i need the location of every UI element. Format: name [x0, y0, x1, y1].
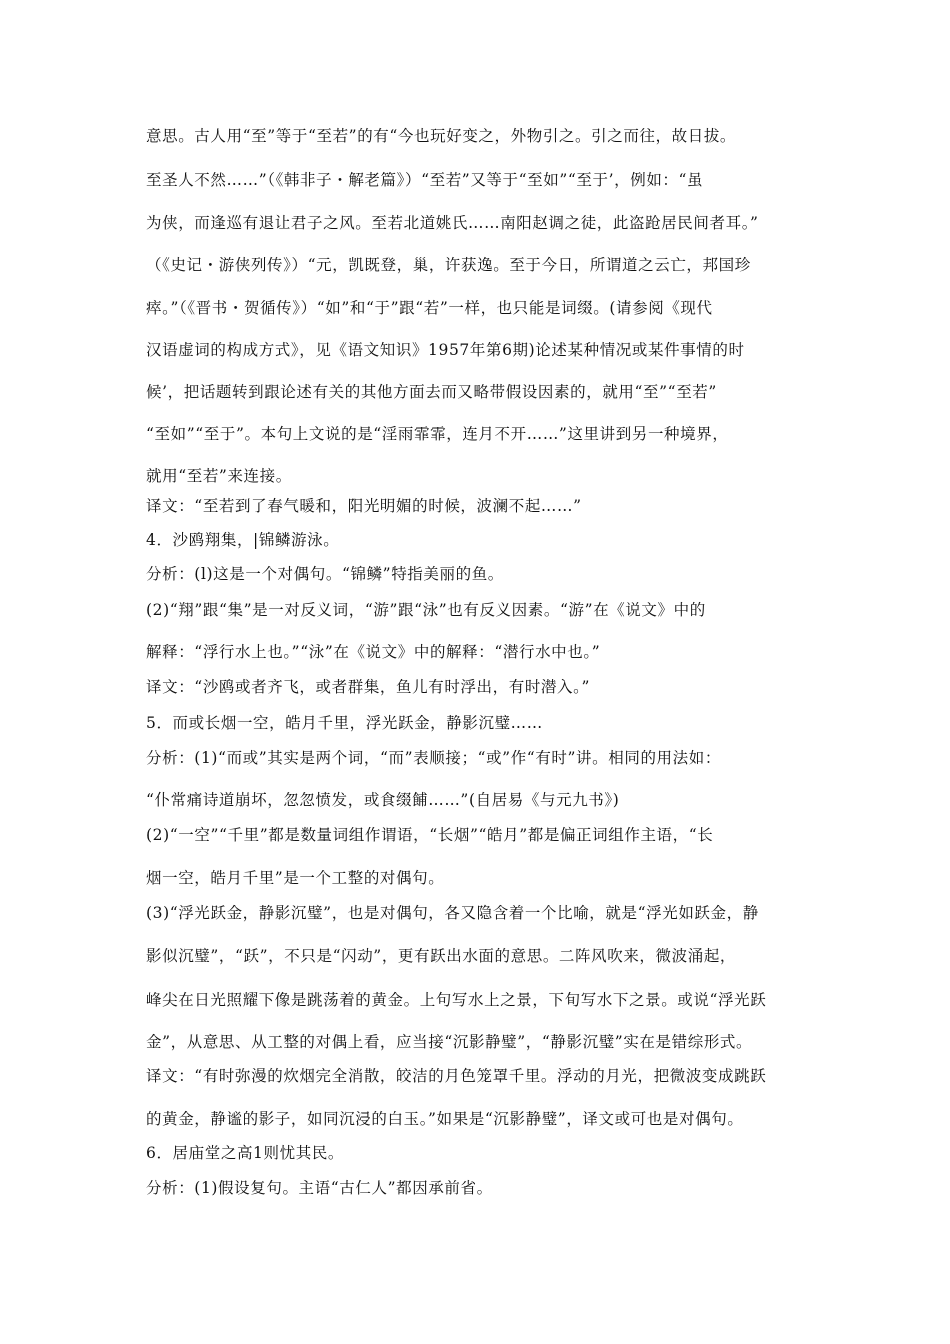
text-line: 意思。古人用“至”等于“至若”的有“今也玩好变之，外物引之。引之而往，故日拔。 — [146, 127, 737, 145]
text-line: （《史记・游侠列传》）“元，凯既登，巢，许获逸。至于今日，所谓道之云亡，邦国珍 — [146, 256, 751, 274]
text-line: 至圣人不然……”（《韩非子・解老篇》）“至若”又等于“至如”“至于’，例如：“虽 — [146, 171, 704, 189]
translation-line: 译文：“有时弥漫的炊烟完全消散，皎洁的月色笼罩千里。浮动的月光，把微波变成跳跃 — [146, 1067, 767, 1085]
text-line: 峰尖在日光照耀下像是跳荡着的黄金。上句写水上之景，下旬写水下之景。或说“浮光跃 — [146, 991, 767, 1009]
text-line: 为侠，而逢巡有退让君子之风。至若北道姚氏……南阳赵调之徒，此盗跄居民间者耳。” — [146, 214, 759, 232]
text-line: “仆常痛诗道崩坏，忽忽愤发，或食缀餔……”(自居易《与元九书》) — [146, 791, 620, 809]
text-line: 金”，从意思、从工整的对偶上看，应当接“沉影静璧”，“静影沉璧”实在是错综形式。 — [146, 1033, 753, 1051]
text-line: 候’，把话题转到跟论述有关的其他方面去而又略带假设因素的，就用“至”“至若” — [146, 383, 717, 401]
analysis-line: 分析：(l)这是一个对偶句。“锦鳞”特指美丽的鱼。 — [146, 565, 504, 583]
analysis-line: 分析：(1)假设复句。主语“古仁人”都因承前省。 — [146, 1179, 493, 1197]
section-heading: 4．沙鸥翔集，|锦鳞游泳。 — [146, 531, 340, 549]
text-line: (3)“浮光跃金，静影沉璧”，也是对偶句，各又隐含着一个比喻，就是“浮光如跃金，静 — [146, 904, 759, 922]
text-line: 的黄金，静谧的影子，如同沉浸的白玉。”如果是“沉影静璧”，译文或可也是对偶句。 — [146, 1110, 744, 1128]
analysis-line: 分析：(1)“而或”其实是两个词，“而”表顺接；“或”作“有时”讲。相同的用法如： — [146, 749, 721, 767]
text-line: “至如”“至于”。本句上文说的是“淫雨霏霏，连月不开……”这里讲到另一种境界， — [146, 425, 729, 443]
text-line: 烟一空，皓月千里”是一个工整的对偶句。 — [146, 869, 445, 887]
text-line: 影似沉璧”，“跃”，不只是“闪动”，更有跃出水面的意思。二阵风吹来，微波涌起， — [146, 947, 737, 965]
text-line: (2)“一空”“千里”都是数量词组作谓语，“长烟”“皓月”都是偏正词组作主语，“长 — [146, 826, 714, 844]
section-heading: 5．而或长烟一空，皓月千里，浮光跃金，静影沉璧…… — [146, 714, 543, 732]
text-line: 汉语虚词的构成方式》，见《语文知识》1957年第6期)论述某种情况或某件事情的时 — [146, 341, 745, 359]
text-line: 就用“至若”来连接。 — [146, 467, 292, 485]
translation-line: 译文：“至若到了春气暖和，阳光明媚的时候，波澜不起……” — [146, 497, 582, 515]
text-line: 解释：“浮行水上也。”“泳”在《说文》中的解释：“潜行水中也。” — [146, 643, 601, 661]
section-heading: 6．居庙堂之高1则忧其民。 — [146, 1144, 345, 1162]
text-line: (2)“翔”跟“集”是一对反义词，“游”跟“泳”也有反义因素。“游”在《说文》中的 — [146, 601, 706, 619]
text-line: 瘁。”（《晋书・贺循传》）“如”和“于”跟“若”一样，也只能是词缀。(请参阅《现代 — [146, 299, 713, 317]
translation-line: 译文：“沙鸥或者齐飞，或者群集，鱼儿有时浮出，有时潜入。” — [146, 678, 590, 696]
